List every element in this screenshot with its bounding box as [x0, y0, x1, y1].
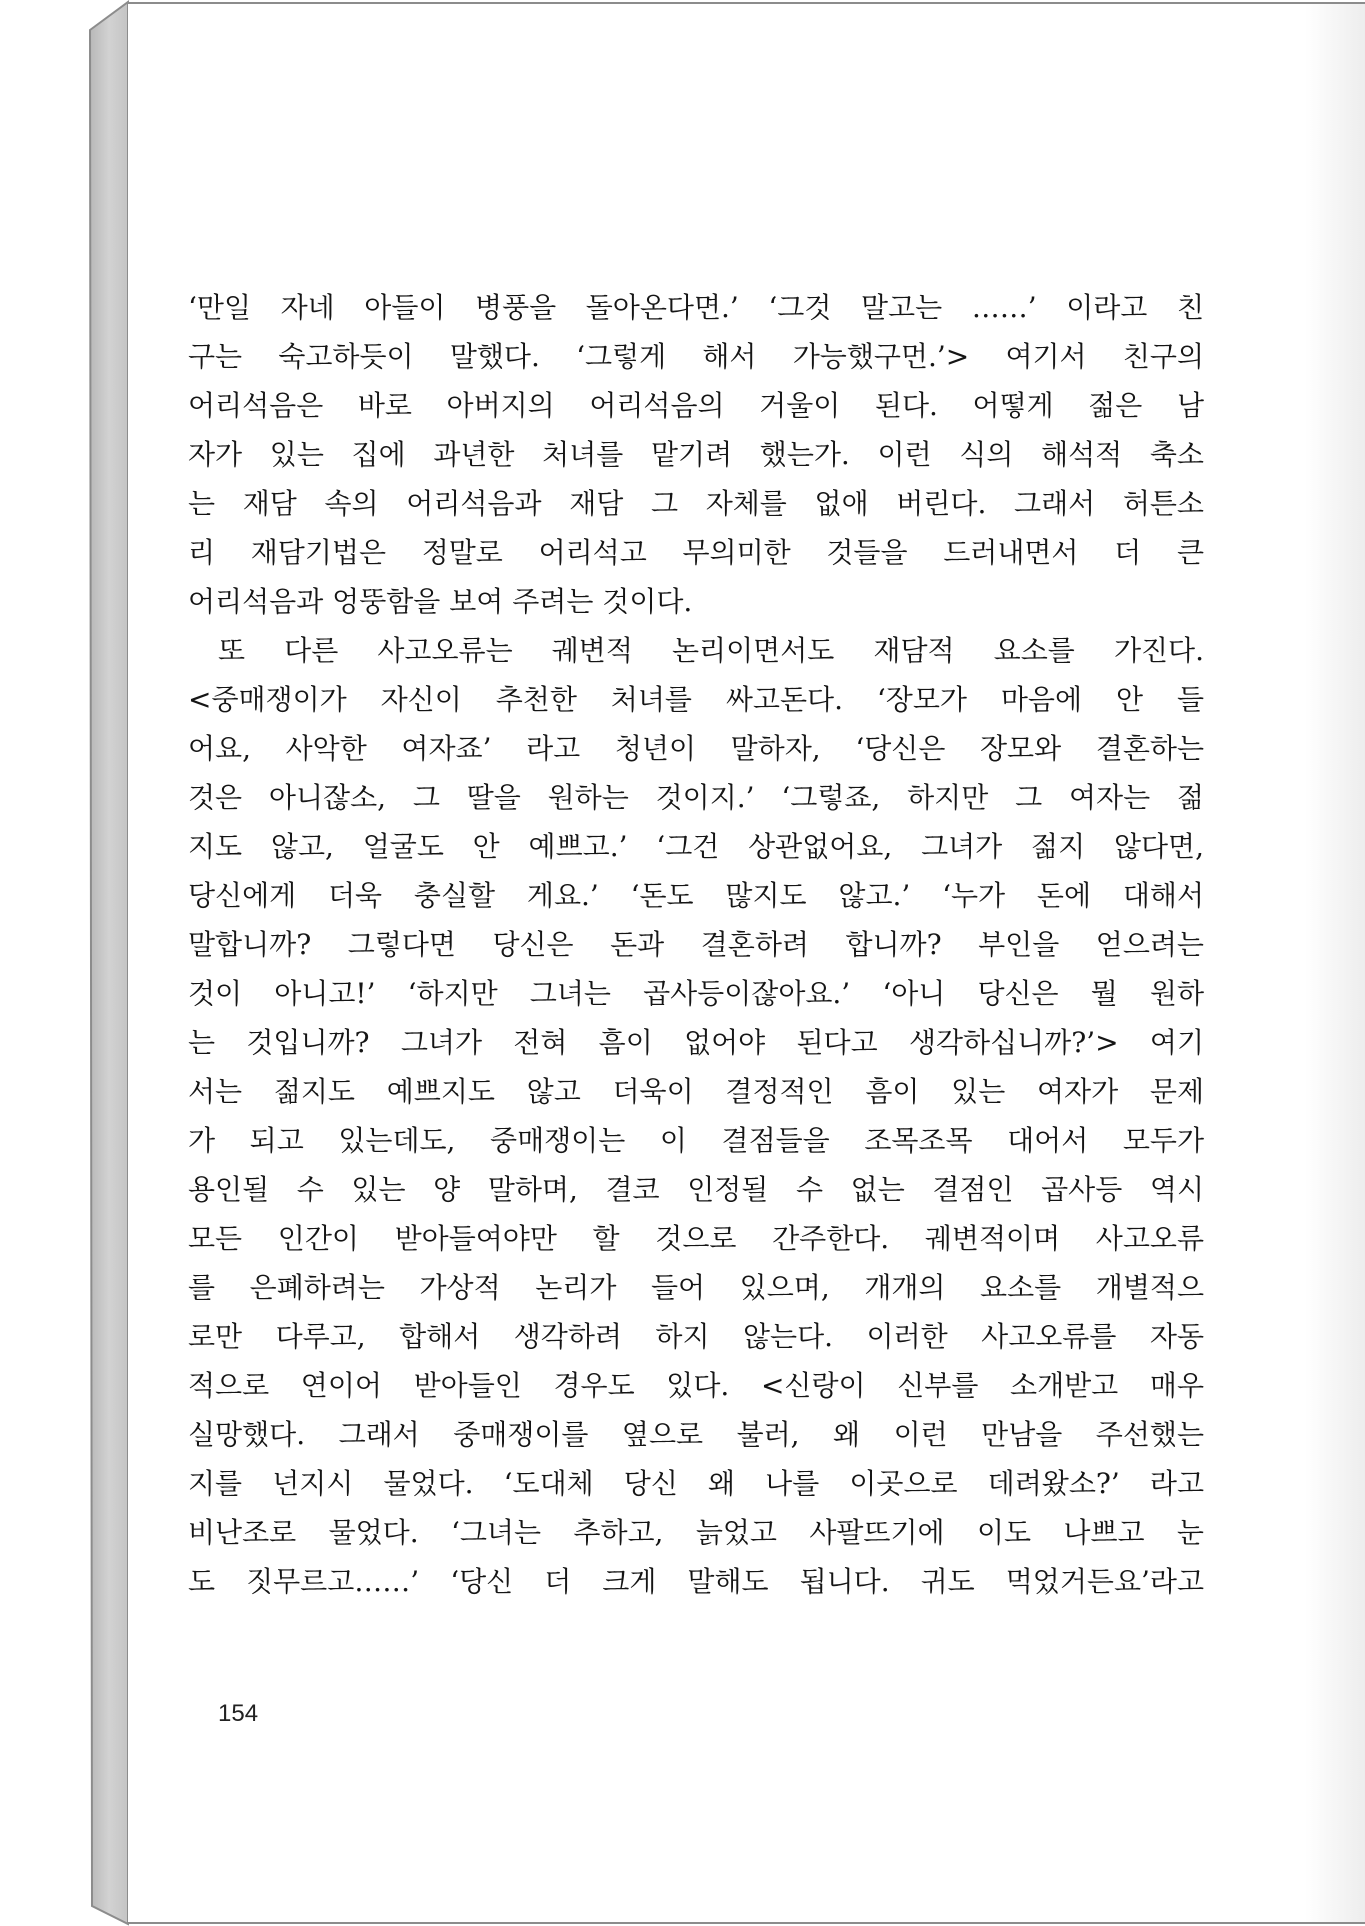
- text-line: ‘만일 자네 아들이 병풍을 돌아온다면.’ ‘그것 말고는 ……’ 이라고 친: [188, 291, 1204, 324]
- page-number: 154: [218, 1700, 259, 1727]
- text-line: 모든 인간이 받아들여야만 할 것으로 간주한다. 궤변적이며 사고오류: [188, 1222, 1204, 1255]
- text-line: 말합니까? 그렇다면 당신은 돈과 결혼하려 합니까? 부인을 얻으려는: [188, 928, 1204, 961]
- text-line: 비난조로 물었다. ‘그녀는 추하고, 늙었고 사팔뜨기에 이도 나쁘고 눈: [188, 1516, 1204, 1549]
- text-line: 적으로 연이어 받아들인 경우도 있다. <신랑이 신부를 소개받고 매우: [188, 1369, 1204, 1402]
- text-line: 지를 넌지시 물었다. ‘도대체 당신 왜 나를 이곳으로 데려왔소?’ 라고: [188, 1467, 1204, 1500]
- text-line: 리 재담기법은 정말로 어리석고 무의미한 것들을 드러내면서 더 큰: [188, 536, 1204, 569]
- text-line: 서는 젊지도 예쁘지도 않고 더욱이 결정적인 흠이 있는 여자가 문제: [188, 1075, 1204, 1108]
- text-line: 를 은폐하려는 가상적 논리가 들어 있으며, 개개의 요소를 개별적으: [188, 1271, 1204, 1304]
- text-line: 는 재담 속의 어리석음과 재담 그 자체를 없애 버린다. 그래서 허튼소: [188, 487, 1204, 520]
- text-line: 가 되고 있는데도, 중매쟁이는 이 결점들을 조목조목 대어서 모두가: [188, 1124, 1204, 1157]
- text-line: 실망했다. 그래서 중매쟁이를 옆으로 불러, 왜 이런 만남을 주선했는: [188, 1418, 1204, 1451]
- text-line: 는 것입니까? 그녀가 전혀 흠이 없어야 된다고 생각하십니까?’> 여기: [188, 1026, 1204, 1059]
- text-line: 지도 않고, 얼굴도 안 예쁘고.’ ‘그건 상관없어요, 그녀가 젊지 않다면,: [188, 830, 1204, 863]
- text-line: 도 짓무르고……’ ‘당신 더 크게 말해도 됩니다. 귀도 먹었거든요’라고: [188, 1565, 1204, 1598]
- text-line: 것은 아니잖소, 그 딸을 원하는 것이지.’ ‘그렇죠, 하지만 그 여자는 젊: [188, 781, 1204, 814]
- text-line: 것이 아니고!’ ‘하지만 그녀는 곱사등이잖아요.’ ‘아니 당신은 뭘 원하: [188, 977, 1204, 1010]
- text-line: 자가 있는 집에 과년한 처녀를 맡기려 했는가. 이런 식의 해석적 축소: [188, 438, 1204, 471]
- text-line: 또 다른 사고오류는 궤변적 논리이면서도 재담적 요소를 가진다.: [218, 634, 1204, 667]
- text-line: 로만 다루고, 합해서 생각하려 하지 않는다. 이러한 사고오류를 자동: [188, 1320, 1204, 1353]
- text-line: 어리석음은 바로 아버지의 어리석음의 거울이 된다. 어떻게 젊은 남: [188, 389, 1204, 422]
- text-line: 어요, 사악한 여자죠’ 라고 청년이 말하자, ‘당신은 장모와 결혼하는: [188, 732, 1204, 765]
- text-line: 어리석음과 엉뚱함을 보여 주려는 것이다.: [188, 585, 693, 618]
- text-line: 구는 숙고하듯이 말했다. ‘그렇게 해서 가능했구먼.’> 여기서 친구의: [188, 340, 1204, 373]
- text-line: 당신에게 더욱 충실할 게요.’ ‘돈도 많지도 않고.’ ‘누가 돈에 대해서: [188, 879, 1204, 912]
- page-edge-shadow: [1305, 4, 1365, 1922]
- text-line: 용인될 수 있는 양 말하며, 결코 인정될 수 없는 결점인 곱사등 역시: [188, 1173, 1204, 1206]
- body-text: [188, 283, 1204, 1606]
- book-spine: [0, 0, 132, 1926]
- text-line: <중매쟁이가 자신이 추천한 처녀를 싸고돈다. ‘장모가 마음에 안 들: [188, 683, 1204, 716]
